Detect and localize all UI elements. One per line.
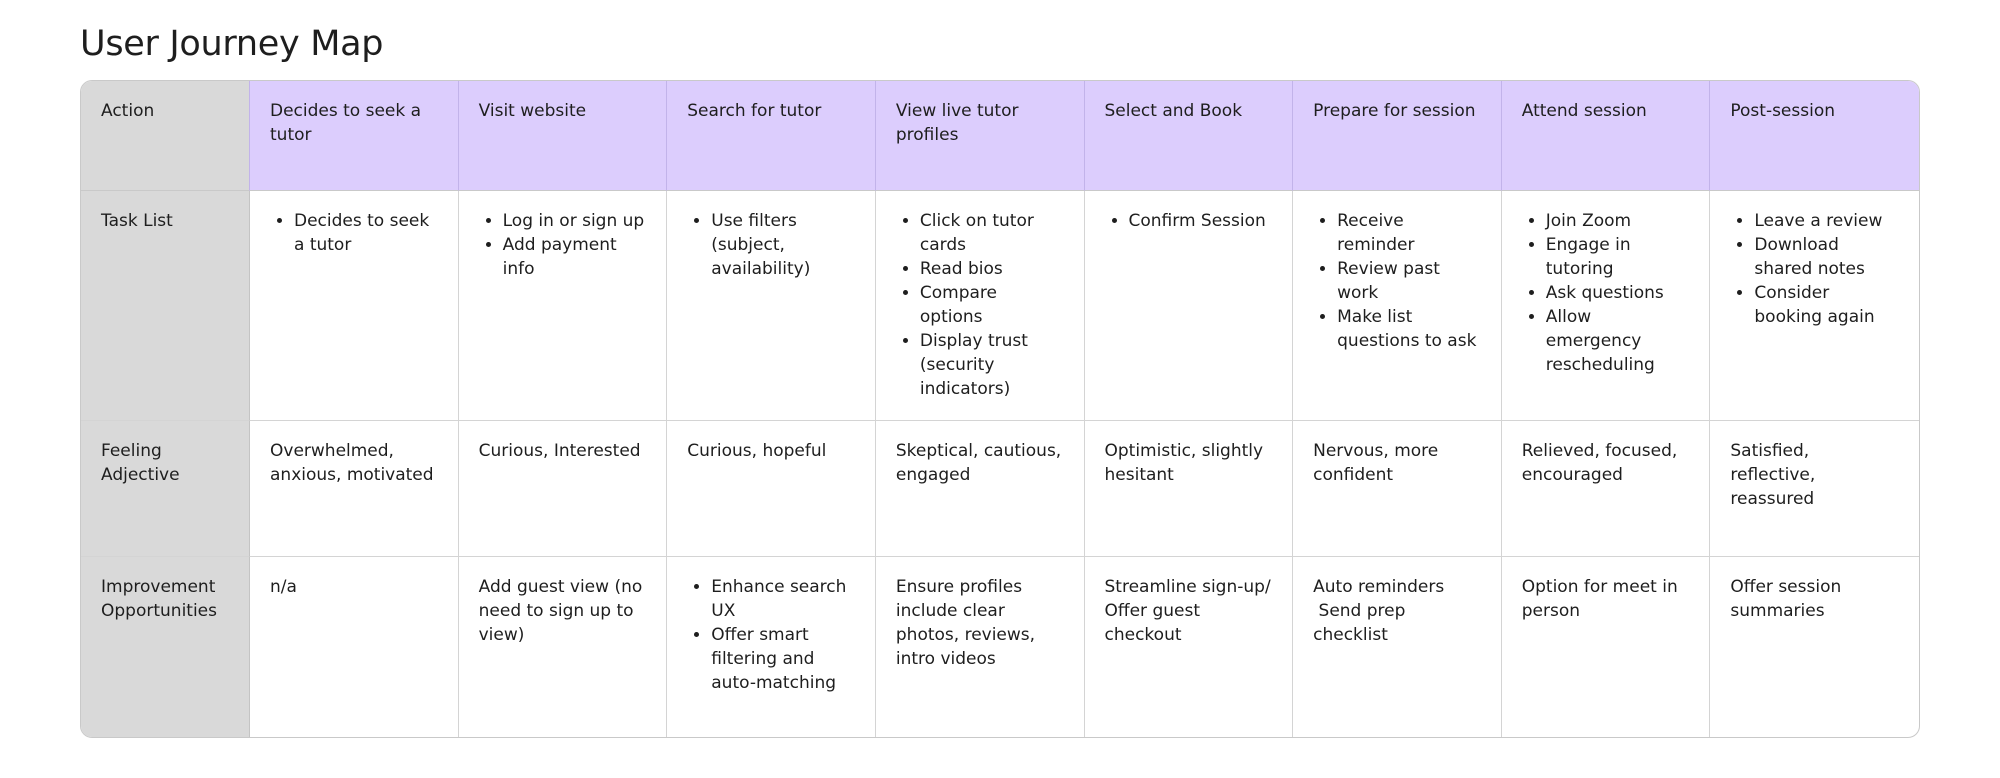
- table-cell: [1502, 557, 1711, 738]
- row-label: [81, 557, 250, 738]
- table-cell: [1085, 557, 1294, 738]
- stage-header: [459, 81, 668, 191]
- bullet-list: [270, 209, 438, 257]
- stage-header-text: Decides to seek a tutor: [270, 101, 422, 145]
- stage-header-text: Prepare for session: [1313, 101, 1476, 121]
- row-label-text: Action: [101, 101, 155, 121]
- table-cell: [1085, 421, 1294, 557]
- table-cell: [876, 557, 1085, 738]
- list-item: • Consider booking again: [1754, 281, 1899, 329]
- list-item: • Use filters (subject, availability): [711, 209, 855, 281]
- table-cell: [250, 557, 459, 738]
- table-cell: [667, 557, 876, 738]
- list-item: • Decides to seek a tutor: [294, 209, 438, 257]
- bullet-list: [896, 209, 1064, 401]
- cell-text: Curious, Interested: [478, 441, 641, 461]
- list-item: • Make list questions to ask: [1337, 305, 1481, 353]
- stage-header: [876, 81, 1085, 191]
- cell-text: Streamline sign-up/ Offer guest checkout: [1104, 577, 1277, 645]
- stage-header-text: Visit website: [478, 101, 587, 121]
- stage-header-text: View live tutor profiles: [895, 101, 1019, 145]
- stage-header-text: Search for tutor: [687, 101, 822, 121]
- cell-text: Nervous, more confident: [1313, 441, 1444, 485]
- list-item: • Download shared notes: [1754, 233, 1899, 281]
- stage-header-text: Select and Book: [1104, 101, 1243, 121]
- list-item: • Allow emergency rescheduling: [1546, 305, 1690, 377]
- list-item: • Join Zoom: [1546, 209, 1690, 233]
- row-label-text: Task List: [101, 211, 173, 231]
- stage-header-text: Post-session: [1730, 101, 1836, 121]
- bullet-list: [1313, 209, 1481, 353]
- cell-text: Offer session summaries: [1730, 577, 1847, 621]
- stage-header-text: Attend session: [1521, 101, 1647, 121]
- cell-text: Add guest view (no need to sign up to view): [478, 577, 648, 645]
- list-item: • Confirm Session: [1129, 209, 1273, 233]
- table-cell: [1293, 557, 1502, 738]
- row-label-text: Improvement Opportunities: [101, 577, 217, 621]
- table-cell: [667, 191, 876, 421]
- stage-header: [1710, 81, 1919, 191]
- page-title: User Journey Map: [80, 24, 384, 64]
- table-cell: [1293, 191, 1502, 421]
- list-item: • Log in or sign up: [503, 209, 647, 233]
- bullet-list: [687, 209, 855, 281]
- list-item: • Enhance search UX: [711, 575, 855, 623]
- cell-text: Relieved, focused, encouraged: [1521, 441, 1683, 485]
- cell-text: Optimistic, slightly hesitant: [1104, 441, 1269, 485]
- table-cell: [1710, 421, 1919, 557]
- row-label: [81, 191, 250, 421]
- stage-header: [250, 81, 459, 191]
- bullet-list: [1730, 209, 1899, 329]
- table-cell: [459, 421, 668, 557]
- stage-header: [1293, 81, 1502, 191]
- row-label-text: Feeling Adjective: [101, 441, 180, 485]
- table-cell: [1293, 421, 1502, 557]
- table-cell: [250, 421, 459, 557]
- table-cell: [1502, 421, 1711, 557]
- bullet-list: [479, 209, 647, 281]
- table-cell: [876, 421, 1085, 557]
- bullet-list: [1105, 209, 1273, 233]
- table-cell: [1710, 191, 1919, 421]
- row-label: [81, 421, 250, 557]
- stage-header: [1502, 81, 1711, 191]
- table-cell: [1710, 557, 1919, 738]
- header-action-label: [81, 81, 250, 191]
- bullet-list: [687, 575, 855, 695]
- stage-header: [667, 81, 876, 191]
- list-item: • Review past work: [1337, 257, 1481, 305]
- list-item: • Engage in tutoring: [1546, 233, 1690, 281]
- list-item: • Add payment info: [503, 233, 647, 281]
- list-item: • Receive reminder: [1337, 209, 1481, 257]
- cell-text: Skeptical, cautious, engaged: [895, 441, 1067, 485]
- table-cell: [459, 191, 668, 421]
- table-cell: [459, 557, 668, 738]
- list-item: • Display trust (security indicators): [920, 329, 1064, 401]
- table-cell: [876, 191, 1085, 421]
- table-cell: [667, 421, 876, 557]
- list-item: • Click on tutor cards: [920, 209, 1064, 257]
- list-item: • Compare options: [920, 281, 1064, 329]
- stage-header: [1085, 81, 1294, 191]
- table-cell: [1502, 191, 1711, 421]
- cell-text: Send prep checklist: [1313, 601, 1411, 645]
- cell-text: Satisfied, reflective, reassured: [1730, 441, 1821, 509]
- cell-text: Overwhelmed, anxious, motivated: [270, 441, 434, 485]
- bullet-list: [1522, 209, 1690, 377]
- table-cell: [1085, 191, 1294, 421]
- cell-text: Option for meet in person: [1521, 577, 1684, 621]
- cell-text: Ensure profiles include clear photos, reviews, intro videos: [895, 577, 1041, 669]
- journey-map-table: [80, 80, 1920, 738]
- cell-text: Curious, hopeful: [687, 441, 827, 461]
- list-item: • Offer smart filtering and auto-matching: [711, 623, 855, 695]
- list-item: • Ask questions: [1546, 281, 1690, 305]
- cell-text: n/a: [270, 577, 297, 597]
- table-cell: [250, 191, 459, 421]
- list-item: • Read bios: [920, 257, 1064, 281]
- cell-text: Auto reminders: [1313, 577, 1445, 597]
- list-item: • Leave a review: [1754, 209, 1899, 233]
